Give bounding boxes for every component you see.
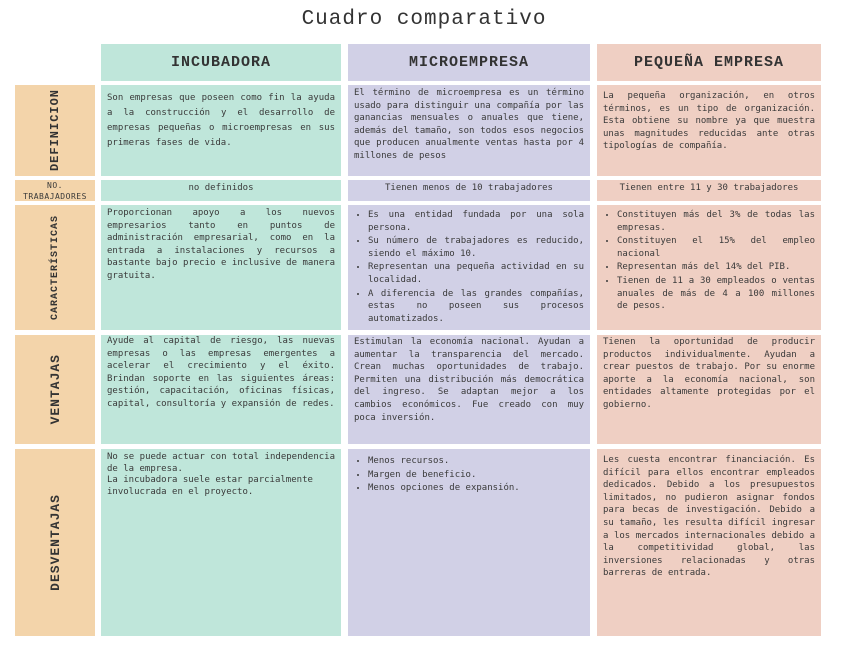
cell-incubadora-caracteristicas: Proporcionan apoyo a los nuevos empresarios tanto en puntos de administración empresarial, como en la entrada a instalaciones y recursos a bastante bajo precio e inclusive de manera gratuita.	[101, 205, 341, 330]
cell-microempresa-ventajas: Estimulan la economía nacional. Ayudan a aumentar la transparencia del mercado. Crean muchas oportunidades de trabajo. Permiten una distribución más democrática del ingreso. Se adaptan mejor a los cambios económicos. Fue creado con muy poca inversión.	[348, 335, 590, 444]
cell-microempresa-trabajadores: Tienen menos de 10 trabajadores	[348, 180, 590, 201]
cell-pequena-caracteristicas	[597, 205, 821, 330]
list-item: • Menos opciones de expansión.	[368, 482, 584, 495]
cell-pequena-definicion: La pequeña organización, en otros términos, es un tipo de organización. Esta obtiene su nombre ya que muestra unas magnitudes reducidas ante otras tipologías de compañía.	[597, 85, 821, 176]
row-label-text: DESVENTAJAS	[47, 494, 63, 591]
list-item: • Representan más del 14% del PIB.	[617, 261, 815, 274]
list-item: • Representan una pequeña actividad en su localidad.	[368, 261, 584, 286]
cell-incubadora-definicion: Son empresas que poseen como fin la ayuda a la construcción y el desarrollo de empresas pequeñas o microempresas en sus primeras fases de vida.	[101, 85, 341, 176]
list-item: • Margen de beneficio.	[368, 469, 584, 482]
microempresa-caracteristicas-list	[354, 209, 584, 325]
cell-pequena-trabajadores: Tienen entre 11 y 30 trabajadores	[597, 180, 821, 201]
cell-microempresa-desventajas	[348, 449, 590, 636]
list-item: • Su número de trabajadores es reducido, siendo el máximo 10.	[368, 235, 584, 260]
cell-incubadora-desventajas	[101, 449, 341, 636]
page-title: Cuadro comparativo	[301, 8, 547, 31]
desventaja-text: No se puede actuar con total independencia de la empresa.	[107, 452, 335, 474]
row-label-trabajadores	[15, 180, 95, 201]
column-header-incubadora: INCUBADORA	[101, 44, 341, 81]
row-label-text: CARACTERÍSTICAS	[49, 214, 61, 320]
row-label-text: DEFINICION	[48, 89, 62, 172]
list-item: • Constituyen el 15% del empleo nacional	[617, 235, 815, 260]
list-item: • Tienen de 11 a 30 empleados o ventas anuales de más de 4 a 100 millones de pesos.	[617, 275, 815, 313]
column-header-pequena-empresa: PEQUEÑA EMPRESA	[597, 44, 821, 81]
column-header-microempresa: MICROEMPRESA	[348, 44, 590, 81]
microempresa-desventajas-list	[354, 455, 584, 495]
row-label-text: VENTAJAS	[47, 354, 63, 425]
cell-microempresa-caracteristicas	[348, 205, 590, 330]
cell-microempresa-definicion: El término de microempresa es un término usado para distinguir una compañía por las ganancias mensuales o anuales que tiene, además del tamaño, son todos esos negocios que producen anualmente ventas hasta por 4 millones de pesos	[348, 85, 590, 176]
row-label-definicion	[15, 85, 95, 176]
row-label-desventajas	[15, 449, 95, 636]
cell-pequena-desventajas: Les cuesta encontrar financiación. Es difícil para ellos encontrar empleados dedicados. Debido a los presupuestos limitados, no pudieron asignar fondos para becas de investigación. Debido a su tamaño, les resulta difícil ingresar a los mercados internacionales debido a la competitividad global, las inversiones relacionadas y otras barreras de entrada.	[597, 449, 821, 636]
row-label-ventajas	[15, 335, 95, 444]
list-item: • A diferencia de las grandes compañías, estas no poseen sus procesos automatizados.	[368, 288, 584, 326]
cell-incubadora-ventajas: Ayude al capital de riesgo, las nuevas empresas o las empresas emergentes a acelerar el crecimiento y el éxito. Brindan soporte en las siguientes áreas: gestión, capacitación, oficinas físicas, capital, consultoría y expansión de redes.	[101, 335, 341, 444]
list-item: • Es una entidad fundada por una sola persona.	[368, 209, 584, 234]
cell-pequena-ventajas: Tienen la oportunidad de producir productos individualmente. Ayudan a crear puestos de trabajo. Por su enorme aporte a la economía nacional, son entidades altamente protegidas por el gobierno.	[597, 335, 821, 444]
row-label-text: NO. TRABAJADORES	[23, 180, 87, 201]
list-item: • Menos recursos.	[368, 455, 584, 468]
row-label-caracteristicas	[15, 205, 95, 330]
list-item: • Constituyen más del 3% de todas las empresas.	[617, 209, 815, 234]
pequena-caracteristicas-list	[603, 209, 815, 313]
desventaja-text: La incubadora suele estar parcialmente involucrada en el proyecto.	[107, 475, 313, 497]
cell-incubadora-trabajadores: no definidos	[101, 180, 341, 201]
